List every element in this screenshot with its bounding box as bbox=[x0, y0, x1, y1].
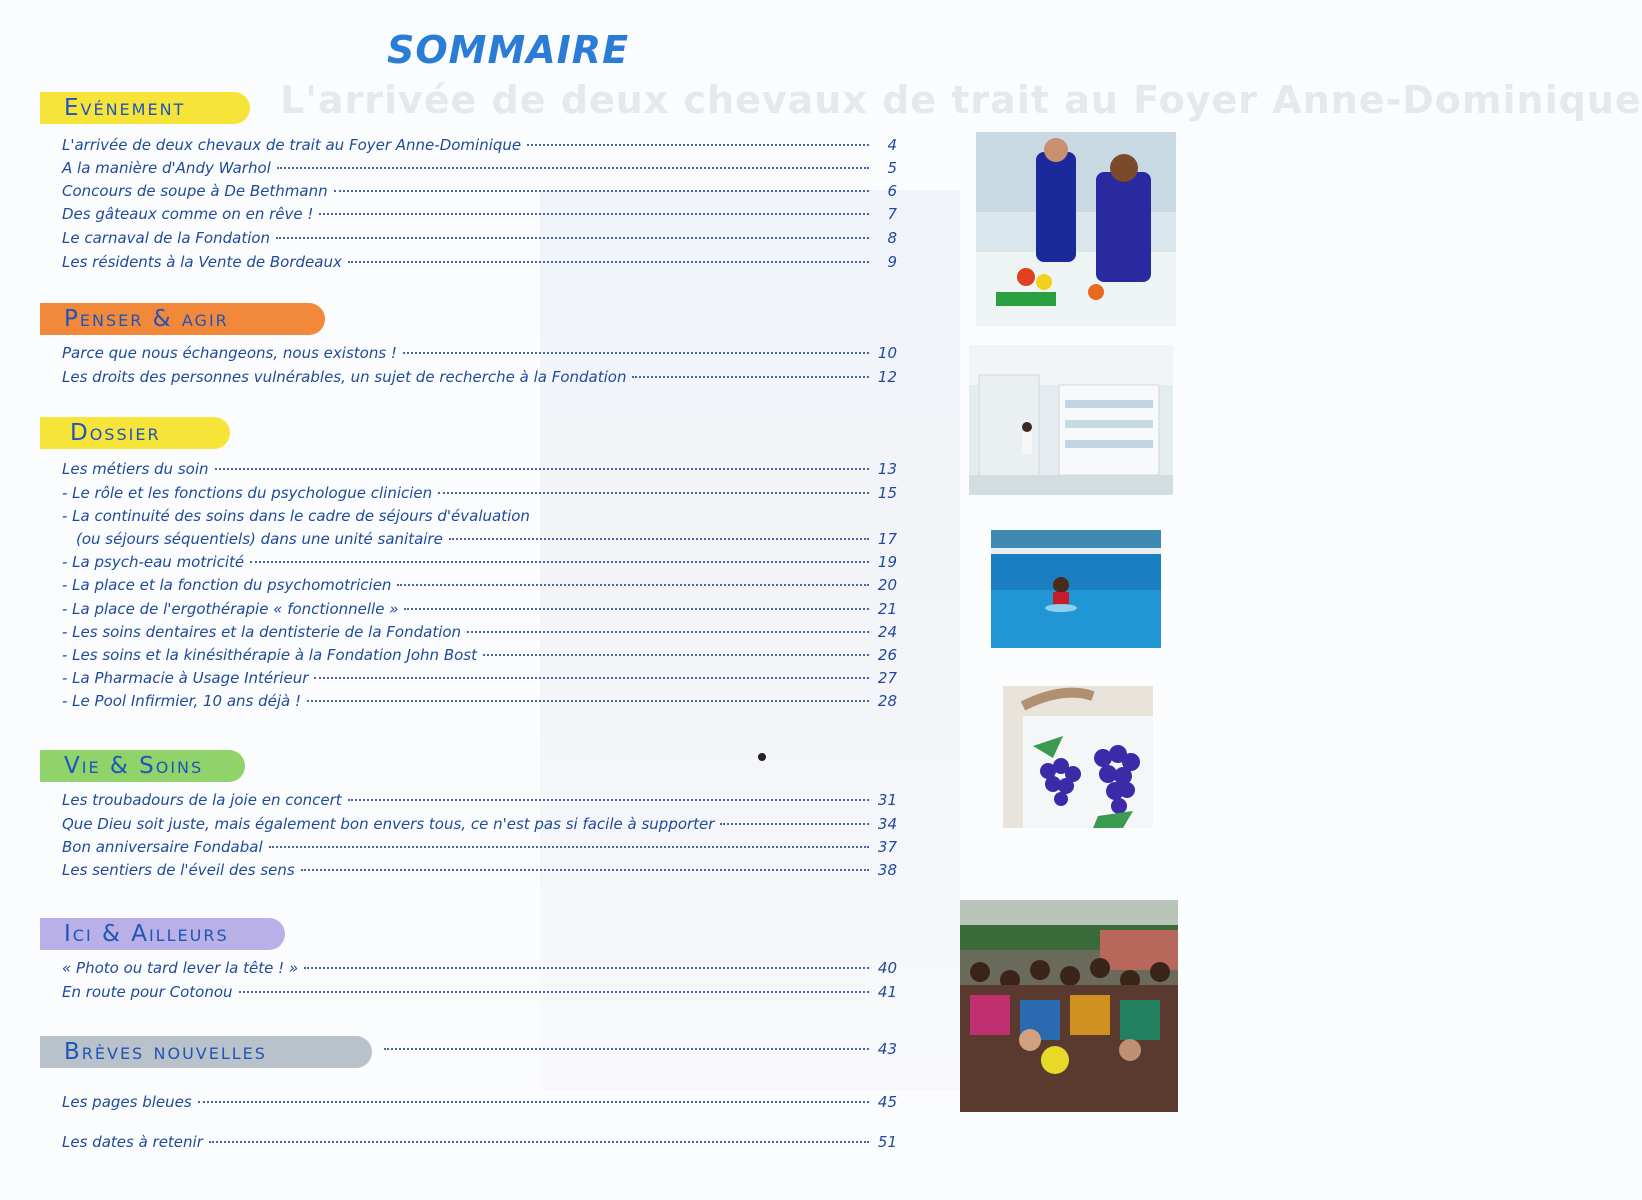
toc-item[interactable]: Les pages bleues 45 bbox=[62, 1093, 897, 1111]
section-evenement-header: Evénement bbox=[40, 92, 250, 124]
toc-item[interactable]: Que Dieu soit juste, mais également bon envers tous, ce n'est pas si facile à supporter 34 bbox=[62, 815, 897, 833]
toc-item[interactable]: - Les soins et la kinésithérapie à la Fondation John Bost 26 bbox=[62, 646, 897, 664]
toc-item-breves[interactable]: 43 bbox=[378, 1040, 897, 1062]
toc-item[interactable]: « Photo ou tard lever la tête ! » 40 bbox=[62, 959, 897, 977]
toc-item[interactable]: Le carnaval de la Fondation 8 bbox=[62, 229, 897, 247]
toc-item[interactable]: Des gâteaux comme on en rêve ! 7 bbox=[62, 205, 897, 223]
toc-item[interactable]: Bon anniversaire Fondabal 37 bbox=[62, 838, 897, 856]
pharmacy-photo-icon bbox=[969, 345, 1173, 495]
toc-item[interactable]: Les résidents à la Vente de Bordeaux 9 bbox=[62, 253, 897, 271]
pool-photo-icon bbox=[991, 530, 1161, 648]
toc-item[interactable]: Les droits des personnes vulnérables, un sujet de recherche à la Fondation 12 bbox=[62, 368, 897, 386]
crowd-photo-icon bbox=[960, 900, 1178, 1112]
toc-item[interactable]: - Le rôle et les fonctions du psychologue clinicien 15 bbox=[62, 484, 897, 502]
toc-item[interactable]: Les troubadours de la joie en concert 31 bbox=[62, 791, 897, 809]
toc-item[interactable]: A la manière d'Andy Warhol 5 bbox=[62, 159, 897, 177]
toc-item[interactable]: Les métiers du soin 13 bbox=[62, 460, 897, 478]
toc-item[interactable]: - La psych-eau motricité 19 bbox=[62, 553, 897, 571]
grapes-painting-photo-icon bbox=[1003, 686, 1153, 828]
print-speck bbox=[758, 753, 766, 761]
toc-item[interactable]: En route pour Cotonou 41 bbox=[62, 983, 897, 1001]
toc-item-continued[interactable]: (ou séjours séquentiels) dans une unité sanitaire 17 bbox=[76, 530, 897, 548]
kitchen-photo-icon bbox=[976, 132, 1176, 326]
section-penser-agir-header: Penser & agir bbox=[40, 303, 325, 335]
toc-item[interactable]: - La continuité des soins dans le cadre de séjours d'évaluation bbox=[62, 507, 530, 525]
toc-item[interactable]: - Le Pool Infirmier, 10 ans déjà ! 28 bbox=[62, 692, 897, 710]
toc-item[interactable]: Concours de soupe à De Bethmann 6 bbox=[62, 182, 897, 200]
toc-item[interactable]: Les dates à retenir 51 bbox=[62, 1133, 897, 1151]
section-ici-ailleurs-header: Ici & Ailleurs bbox=[40, 918, 285, 950]
toc-item[interactable]: L'arrivée de deux chevaux de trait au Foyer Anne-Dominique 4 bbox=[62, 136, 897, 154]
toc-item[interactable]: - La place et la fonction du psychomotricien 20 bbox=[62, 576, 897, 594]
toc-item[interactable]: - Les soins dentaires et la dentisterie de la Fondation 24 bbox=[62, 623, 897, 641]
section-dossier-header: Dossier bbox=[40, 417, 230, 449]
toc-item[interactable]: - La Pharmacie à Usage Intérieur 27 bbox=[62, 669, 897, 687]
section-breves-header: Brèves nouvelles bbox=[40, 1036, 372, 1068]
toc-item[interactable]: Les sentiers de l'éveil des sens 38 bbox=[62, 861, 897, 879]
toc-item[interactable]: Parce que nous échangeons, nous existons ! 10 bbox=[62, 344, 897, 362]
page-title: SOMMAIRE bbox=[386, 28, 630, 72]
toc-item[interactable]: - La place de l'ergothérapie « fonctionnelle » 21 bbox=[62, 600, 897, 618]
section-vie-soins-header: Vie & Soins bbox=[40, 750, 245, 782]
ghost-heading: L'arrivée de deux chevaux de trait au Foyer Anne-Dominique bbox=[280, 78, 1642, 122]
